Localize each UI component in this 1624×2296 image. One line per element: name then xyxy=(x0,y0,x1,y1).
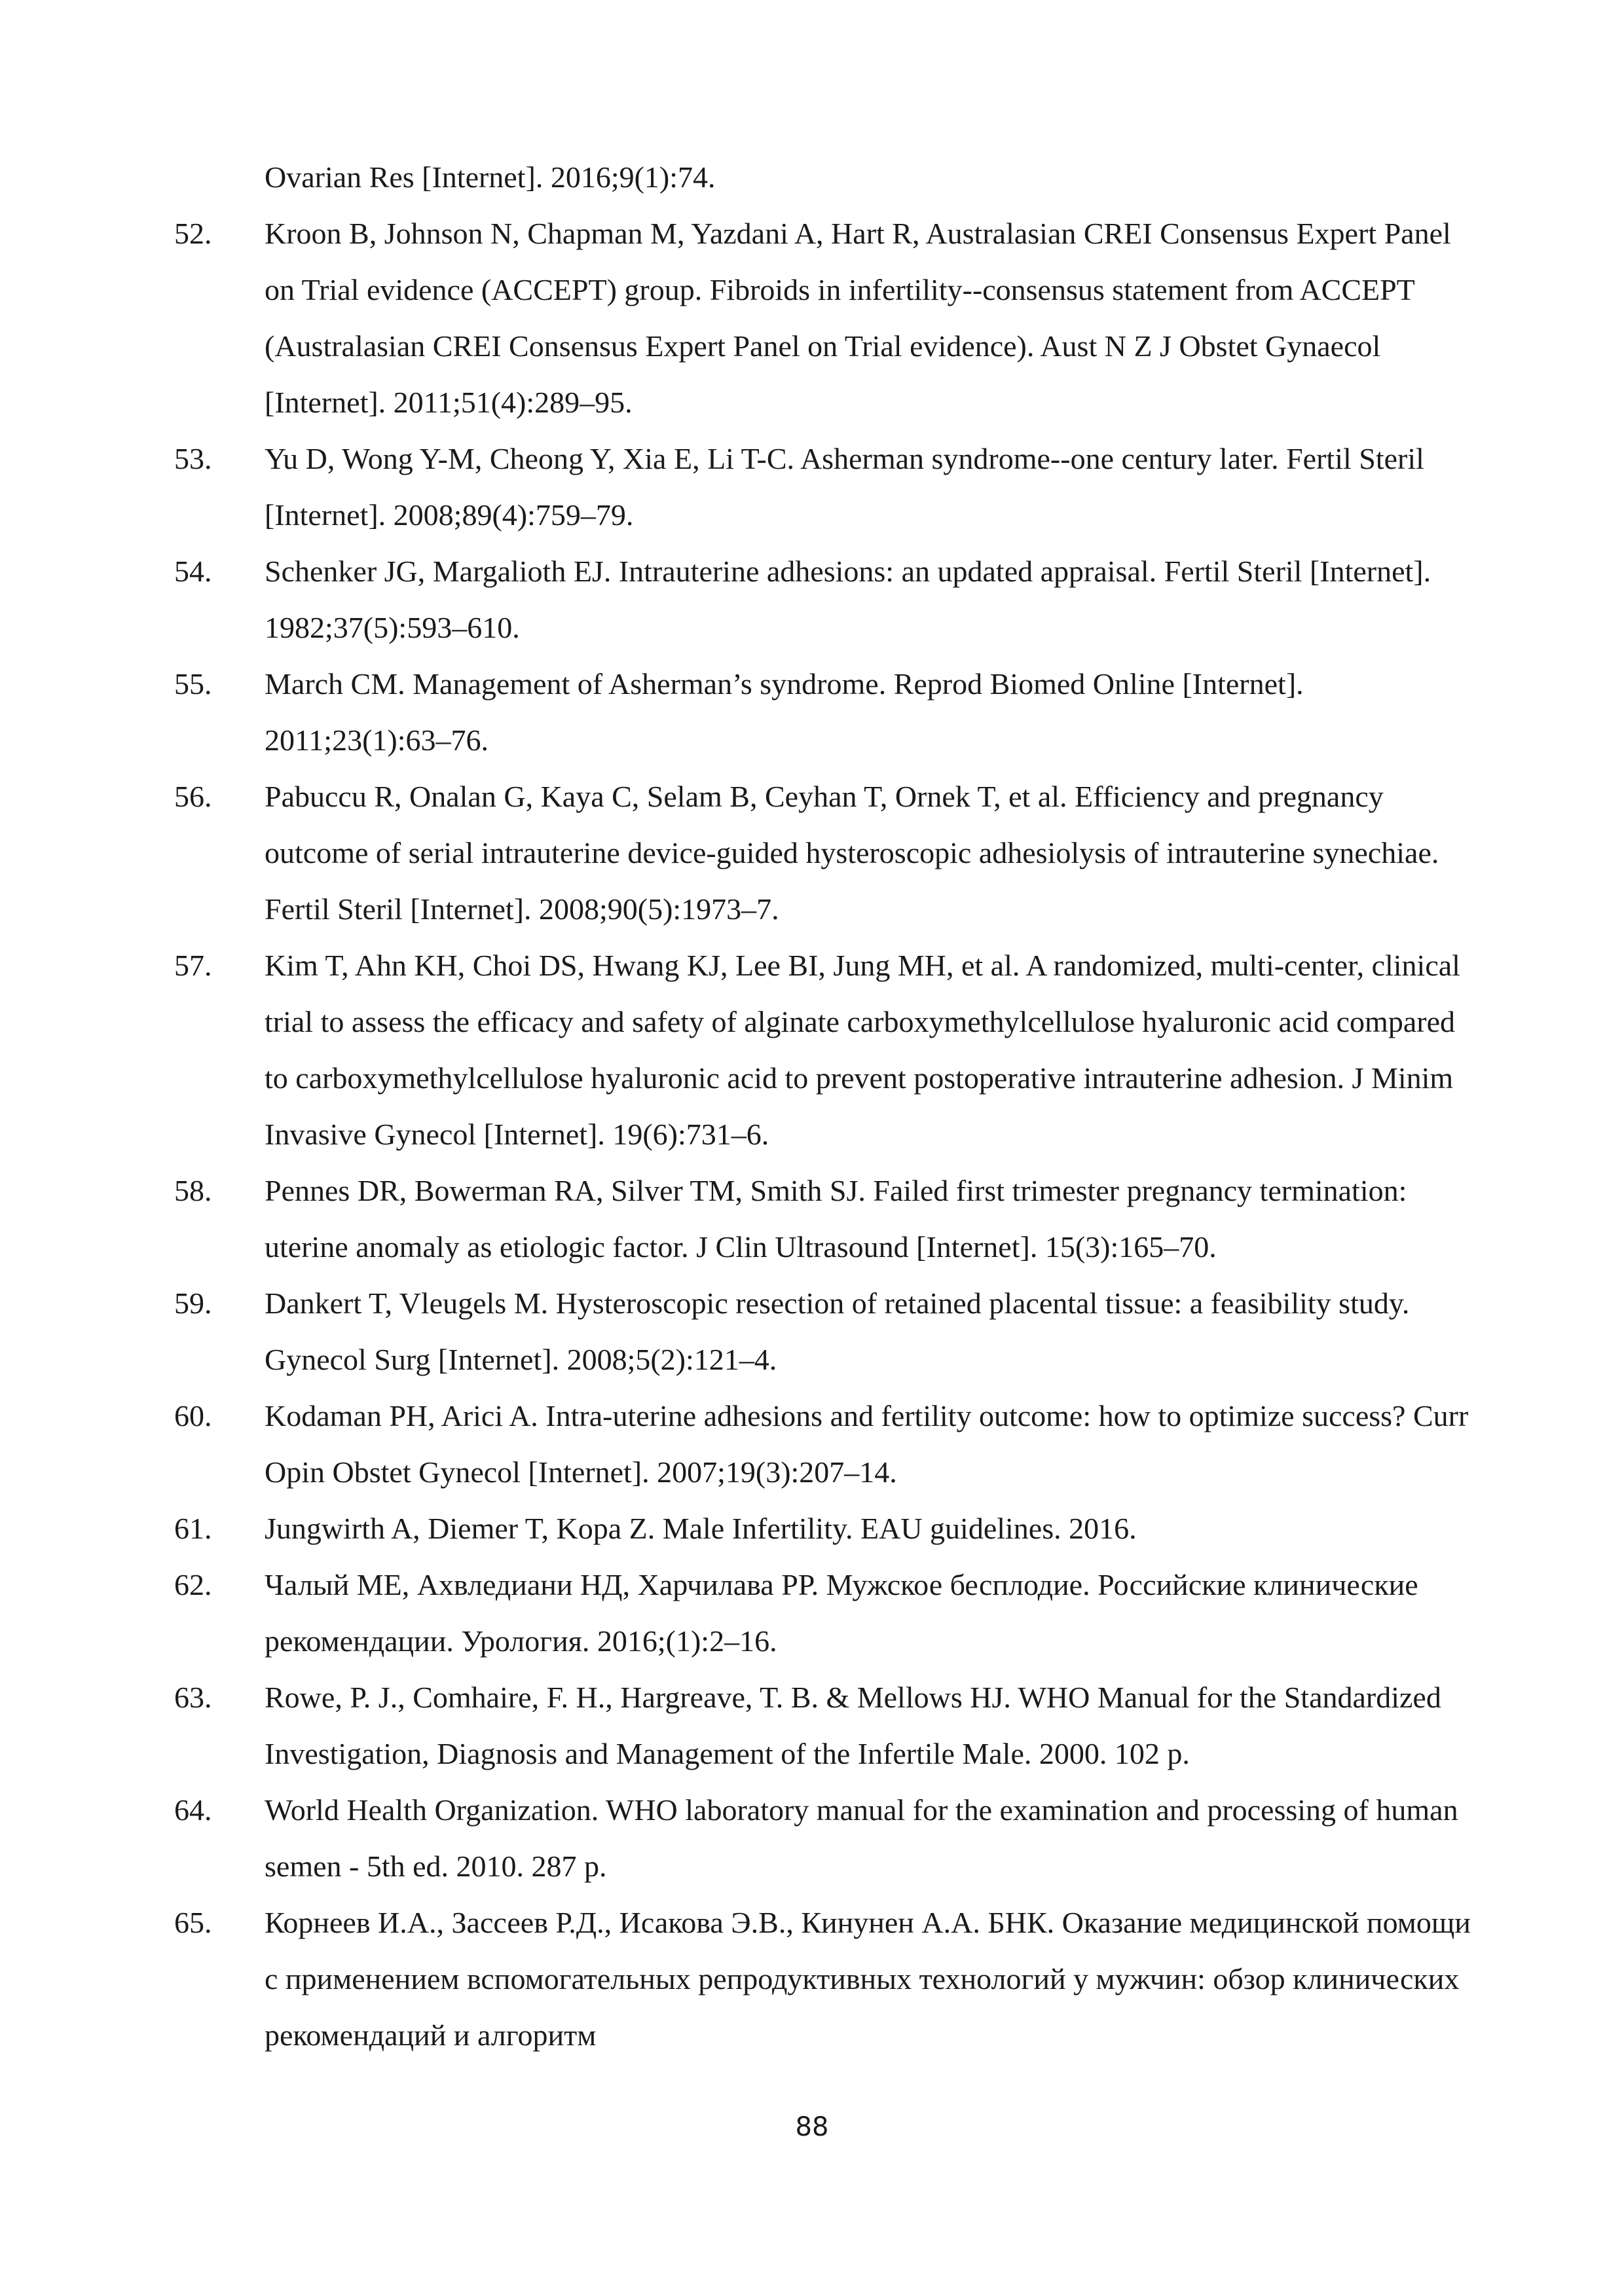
reference-text: Schenker JG, Margalioth EJ. Intrauterine adhesions: an updated appraisal. Fertil Steril [Internet]. 1982;37(5):593–610. xyxy=(265,555,1431,644)
reference-number: 54. xyxy=(174,555,212,588)
reference-text: Ovarian Res [Internet]. 2016;9(1):74. xyxy=(265,160,716,194)
page-number: 88 xyxy=(795,2112,829,2142)
reference-list xyxy=(174,149,1471,2064)
reference-item xyxy=(174,543,1471,656)
reference-text: Kodaman PH, Arici A. Intra-uterine adhesions and fertility outcome: how to optimize success? Curr Opin Obstet Gynecol [Internet]. 2007;19(3):207–14. xyxy=(265,1399,1469,1489)
reference-number: 65. xyxy=(174,1906,212,1939)
reference-text: Yu D, Wong Y-M, Cheong Y, Xia E, Li T-C. Asherman syndrome--one century later. Fertil Steril [Internet]. 2008;89(4):759–79. xyxy=(265,442,1424,532)
reference-text: Kroon B, Johnson N, Chapman M, Yazdani A, Hart R, Australasian CREI Consensus Expert Panel on Trial evidence (ACCEPT) group. Fibroids in infertility--consensus statement from ACCEPT (Australasian CREI Consensus Expert Panel on Trial evidence). Aust N Z J Obstet Gynaecol [Internet]. 2011;51(4):289–95. xyxy=(265,217,1451,419)
reference-item xyxy=(174,1275,1471,1388)
reference-text: Pennes DR, Bowerman RA, Silver TM, Smith SJ. Failed first trimester pregnancy termination: uterine anomaly as etiologic factor. J Clin Ultrasound [Internet]. 15(3):165–70. xyxy=(265,1174,1407,1264)
reference-item xyxy=(174,1669,1471,1782)
reference-number: 64. xyxy=(174,1793,212,1827)
reference-text: Kim T, Ahn KH, Choi DS, Hwang KJ, Lee BI, Jung MH, et al. A randomized, multi-center, clinical trial to assess the efficacy and safety of alginate carboxymethylcellulose hyaluronic acid compared to carboxymethylcellulose hyaluronic acid to prevent postoperative intrauterine adhesion. J Minim Invasive Gynecol [Internet]. 19(6):731–6. xyxy=(265,949,1460,1151)
reference-text: March CM. Management of Asherman’s syndrome. Reprod Biomed Online [Internet]. 2011;23(1):63–76. xyxy=(265,667,1304,757)
reference-item xyxy=(174,769,1471,938)
reference-number: 60. xyxy=(174,1399,212,1432)
reference-text: Jungwirth A, Diemer T, Kopa Z. Male Infertility. EAU guidelines. 2016. xyxy=(265,1512,1137,1545)
reference-number: 56. xyxy=(174,780,212,813)
reference-text: World Health Organization. WHO laboratory manual for the examination and processing of human semen - 5th ed. 2010. 287 p. xyxy=(265,1793,1458,1883)
reference-text: Корнеев И.А., Зассеев Р.Д., Исакова Э.В., Кинунен А.А. БНК. Оказание медицинской помощи с применением вспомогательных репродуктивных технологий у мужчин: обзор клинических рекомендаций и алгоритм xyxy=(265,1906,1471,2052)
reference-item xyxy=(174,1388,1471,1501)
reference-number: 63. xyxy=(174,1681,212,1714)
reference-item xyxy=(174,206,1471,431)
reference-number: 59. xyxy=(174,1286,212,1320)
reference-number: 57. xyxy=(174,949,212,982)
reference-text: Чалый МЕ, Ахвледиани НД, Харчилава РР. Мужское бесплодие. Российские клинические рекомендации. Урология. 2016;(1):2–16. xyxy=(265,1568,1418,1658)
reference-item xyxy=(174,656,1471,769)
reference-item xyxy=(174,431,1471,543)
reference-number: 52. xyxy=(174,217,212,250)
reference-item xyxy=(174,1895,1471,2064)
reference-text: Pabuccu R, Onalan G, Kaya C, Selam B, Ceyhan T, Ornek T, et al. Efficiency and pregnancy outcome of serial intrauterine device-guided hysteroscopic adhesiolysis of intrauterine synechiae. Fertil Steril [Internet]. 2008;90(5):1973–7. xyxy=(265,780,1439,926)
reference-item xyxy=(174,1163,1471,1275)
reference-number: 61. xyxy=(174,1512,212,1545)
reference-item xyxy=(174,1782,1471,1895)
reference-item xyxy=(174,938,1471,1163)
reference-item xyxy=(174,149,1471,206)
reference-number: 58. xyxy=(174,1174,212,1207)
reference-item xyxy=(174,1501,1471,1557)
reference-number: 62. xyxy=(174,1568,212,1601)
reference-number: 53. xyxy=(174,442,212,475)
reference-number: 55. xyxy=(174,667,212,701)
reference-text: Dankert T, Vleugels M. Hysteroscopic resection of retained placental tissue: a feasibility study. Gynecol Surg [Internet]. 2008;5(2):121–4. xyxy=(265,1286,1410,1376)
reference-text: Rowe, P. J., Comhaire, F. H., Hargreave, T. B. & Mellows HJ. WHO Manual for the Standardized Investigation, Diagnosis and Management of the Infertile Male. 2000. 102 p. xyxy=(265,1681,1441,1770)
reference-item xyxy=(174,1557,1471,1669)
